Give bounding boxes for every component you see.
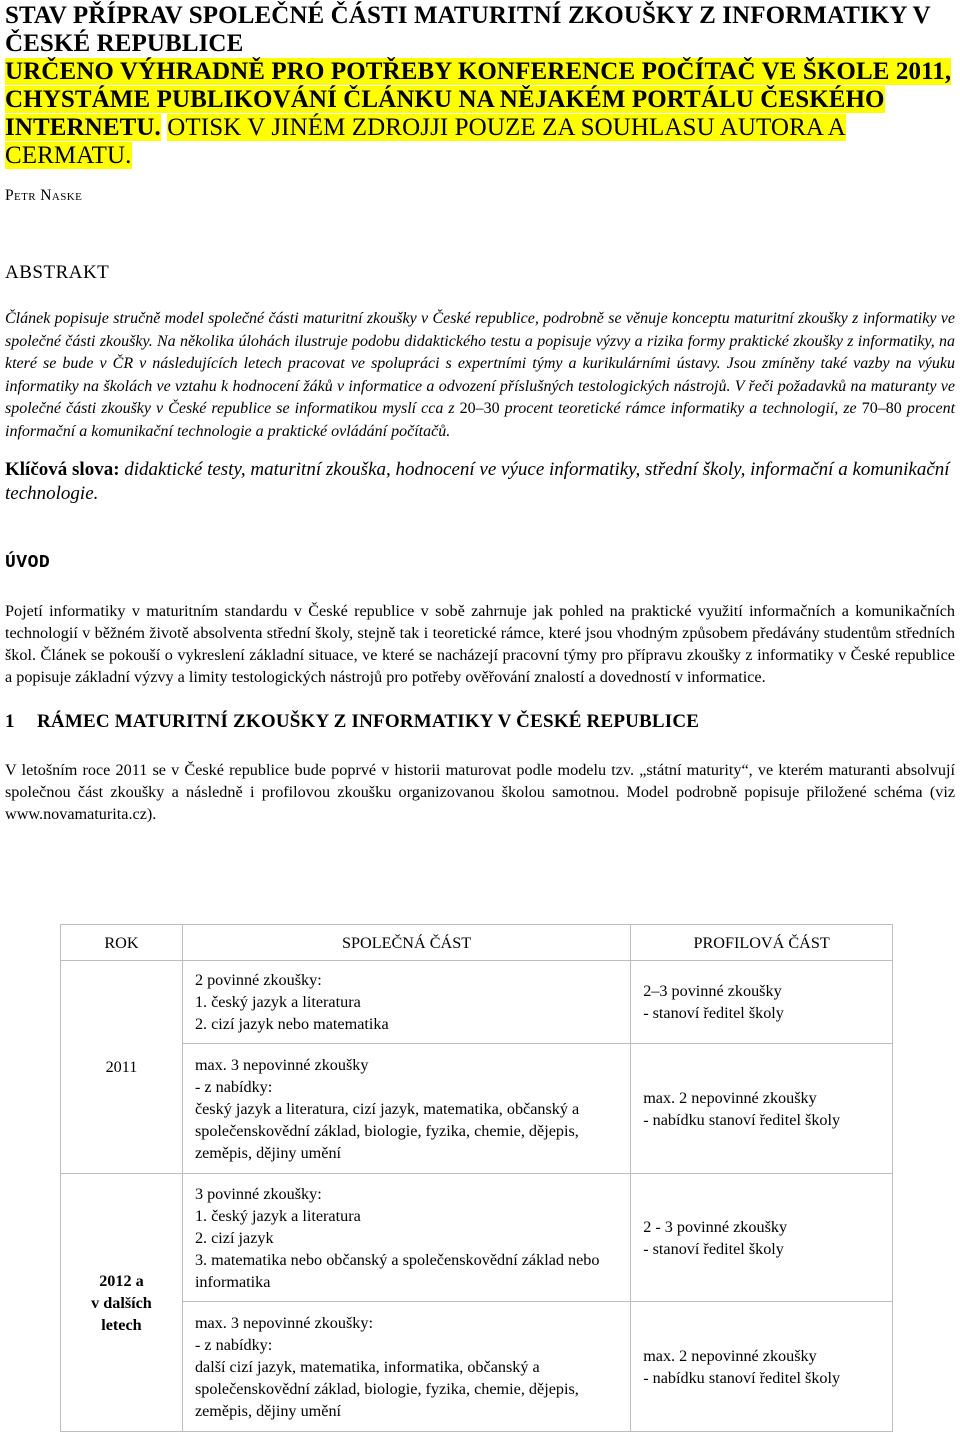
title-highlight-bold: URČENO VÝHRADNĚ PRO POTŘEBY KONFERENCE POČÍTAČ VE ŠKOLE 2011, CHYSTÁME PUBLIKOVÁNÍ ČLÁNKU NA NĚJAKÉM PORTÁLU ČESKÉHO INTERNETU.	[5, 58, 952, 141]
table-row	[61, 1302, 893, 1432]
cell-title: 2–3 povinné zkoušky	[643, 982, 782, 1000]
profile-cell	[631, 1044, 893, 1174]
cell-list: český jazyk a literatura, cizí jazyk, matematika, občanský a společenskovědní základ, biologie, fyzika, chemie, dějepis, zeměpis, dějiny umění	[194, 1099, 580, 1162]
common-cell	[182, 961, 630, 1044]
document-title	[5, 2, 955, 170]
cell-note: - z nabídky:	[194, 1077, 273, 1096]
year-cell	[61, 1174, 183, 1432]
common-cell	[182, 1302, 630, 1432]
profile-cell	[631, 1174, 893, 1302]
section-title: RÁMEC MATURITNÍ ZKOUŠKY Z INFORMATIKY V ČESKÉ REPUBLICE	[37, 711, 700, 732]
table-row	[61, 961, 893, 1044]
cell-title: 2 povinné zkoušky:	[194, 971, 322, 989]
document-page	[5, 0, 955, 825]
cell-title: 2 - 3 povinné zkoušky	[643, 1217, 788, 1236]
cell-note: - nabídku stanoví ředitel školy	[643, 1368, 841, 1387]
exam-schedule-table	[60, 924, 893, 1432]
cell-title: max. 2 nepovinné zkoušky	[643, 1088, 817, 1107]
table-row	[61, 1044, 893, 1174]
table-row	[61, 1174, 893, 1302]
header-year: ROK	[61, 925, 183, 961]
table-header-row	[61, 925, 893, 961]
header-common: SPOLEČNÁ ČÁST	[182, 925, 630, 961]
keywords-label: Klíčová slova:	[5, 459, 120, 480]
profile-cell	[631, 961, 893, 1044]
keywords-text: didaktické testy, maturitní zkouška, hodnocení ve výuce informatiky, střední školy, informační a komunikační technologie.	[5, 459, 950, 504]
cell-title: 3 povinné zkoušky:	[194, 1184, 322, 1203]
section-heading	[5, 711, 955, 733]
title-highlight-normal: OTISK V JINÉM ZDROJJI POUZE ZA SOUHLASU AUTORA A CERMATU.	[5, 114, 846, 169]
cell-item: 1. český jazyk a literatura	[194, 1206, 361, 1225]
author-name: Petr Naske	[5, 187, 83, 204]
keywords	[5, 458, 955, 506]
section-number: 1	[5, 711, 15, 732]
year-line: letech	[101, 1315, 142, 1334]
abstract-heading: ABSTRAKT	[5, 262, 110, 283]
cell-item: 2. cizí jazyk	[194, 1228, 274, 1247]
header-profile: PROFILOVÁ ČÁST	[631, 925, 893, 961]
cell-item: 3. matematika nebo občanský a společenskovědní základ nebo informatika	[194, 1250, 600, 1291]
title-line: STAV PŘÍPRAV SPOLEČNÉ ČÁSTI MATURITNÍ ZKOUŠKY Z INFORMATIKY V ČESKÉ REPUBLICE	[5, 2, 931, 57]
cell-title: max. 3 nepovinné zkoušky:	[194, 1313, 373, 1332]
abstract-number: 20–30	[459, 400, 500, 417]
cell-note: - nabídku stanoví ředitel školy	[643, 1110, 841, 1129]
section-paragraph: V letošním roce 2011 se v České republice bude poprvé v historii maturovat podle modelu tzv. „státní maturity“, ve kterém maturanti absolvují společnou část zkoušky a následně i profilovou zkoušku organizovanou školou samotnou. Model podrobně popisuje přiložené schéma (viz www.novamaturita.cz).	[5, 761, 955, 823]
cell-title: max. 3 nepovinné zkoušky	[194, 1055, 369, 1074]
common-cell	[182, 1174, 630, 1302]
cell-note: - stanoví ředitel školy	[643, 1239, 784, 1258]
intro-heading: ÚVOD	[5, 553, 51, 573]
cell-title: max. 2 nepovinné zkoušky	[643, 1346, 817, 1365]
intro-paragraph: Pojetí informatiky v maturitním standardu v České republice v sobě zahrnuje jak pohled na praktické využití informačních a komunikačních technologií v běžném životě absolventa střední školy, stejně tak i teoretické rámce, které jsou vhodným způsobem předávány studentům středních škol. Článek se pokouší o vykreslení základní situace, ve které se nacházejí pracovní týmy pro přípravu zkoušky z informatiky v České republice a popisuje základní výzvy a limity testologických nástrojů pro potřeby ověřování znalostí a dovedností v informatice.	[5, 602, 955, 686]
cell-note: - z nabídky:	[194, 1335, 273, 1354]
cell-item: 2. cizí jazyk nebo matematika	[194, 1015, 389, 1033]
abstract-part: procent teoretické rámce informatiky a technologií, ze	[504, 400, 857, 417]
year-cell: 2011	[61, 961, 183, 1174]
cell-note: - stanoví ředitel školy	[643, 1004, 784, 1022]
common-cell	[182, 1044, 630, 1174]
year-line: v dalších	[91, 1293, 152, 1312]
abstract-number: 70–80	[861, 400, 902, 417]
cell-list: další cizí jazyk, matematika, informatika, občanský a společenskovědní základ, biologie, fyzika, chemie, dějepis, zeměpis, dějiny umění	[194, 1357, 579, 1420]
abstract-part: procent informační a komunikační technologie a praktické ovládání počítačů.	[5, 400, 956, 440]
cell-item: 1. český jazyk a literatura	[194, 993, 361, 1011]
profile-cell	[631, 1302, 893, 1432]
abstract-part: Článek popisuje stručně model společné části maturitní zkoušky v České republice, podrobně se věnuje konceptu maturitní zkoušky z informatiky ve společné části zkoušky. Na několika úlohách ilustruje podobu didaktického testu a popisuje výzvy a rizika formy praktické zkoušky z informatiky, na které se bude v ČR v následujících letech pracovat ve spolupráci s expertními týmy a kurikulárními ústavy. Jsou zmíněny také vazby na výuku informatiky na školách ve vztahu k hodnocení žáků v informatice a odvození příslušných testologických nástrojů. V řeči požadavků na maturanty ve společné části zkoušky v České republice se informatikou myslí cca z	[5, 310, 955, 417]
abstract-text	[5, 308, 955, 443]
year-line: 2012 a	[99, 1271, 144, 1290]
